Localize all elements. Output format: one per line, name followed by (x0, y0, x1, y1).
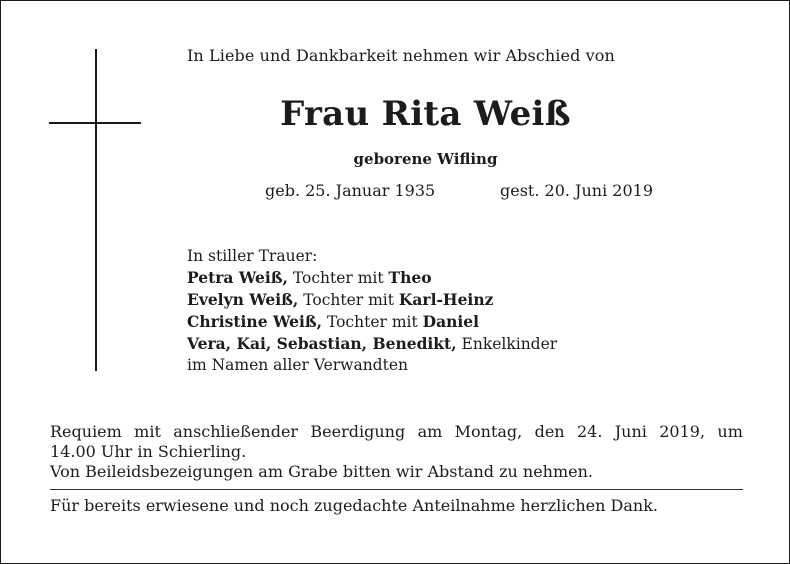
mourner-relation: Enkelkinder (456, 335, 558, 353)
requiem-word: um (717, 422, 743, 441)
requiem-word: am (417, 422, 443, 441)
deceased-name: Frau Rita Weiß (280, 94, 571, 134)
requiem-line-1 (50, 422, 743, 442)
mourners-closing: im Namen aller Verwandten (187, 356, 408, 374)
requiem-word: Montag, (454, 422, 523, 441)
mourners-block (187, 246, 557, 376)
requiem-line-3: Von Beileidsbezeigungen am Grabe bitten wir Abstand zu nehmen. (50, 462, 594, 481)
requiem-text (50, 422, 743, 482)
mourner-name: Evelyn Weiß, (187, 290, 299, 309)
requiem-word: 2019, (659, 422, 706, 441)
requiem-word: Requiem (50, 422, 122, 441)
requiem-word: mit (134, 422, 161, 441)
mourners-heading: In stiller Trauer: (187, 247, 318, 265)
thanks-text: Für bereits erwiesene und noch zugedachte Anteilnahme herzlichen Dank. (50, 496, 658, 515)
birth-date: geb. 25. Januar 1935 (265, 181, 436, 200)
mourner-relation: Tochter mit (298, 291, 399, 309)
mourner-line (187, 267, 557, 289)
mourner-relation: Tochter mit (287, 269, 389, 287)
mourner-partner: Daniel (422, 312, 480, 331)
mourner-line (187, 333, 557, 355)
cross-vertical-bar (95, 49, 97, 371)
mourner-line (187, 289, 557, 311)
requiem-word: Beerdigung (310, 422, 406, 441)
mourner-partner: Karl-Heinz (398, 290, 494, 309)
birth-name: geborene Wifling (353, 150, 498, 168)
cross-horizontal-bar (49, 122, 141, 124)
mourner-name: Christine Weiß, (187, 312, 323, 331)
requiem-word: 24. (576, 422, 603, 441)
death-date: gest. 20. Juni 2019 (500, 181, 653, 200)
requiem-word: anschließender (173, 422, 299, 441)
divider (50, 489, 743, 490)
mourner-partner: Theo (388, 268, 432, 287)
intro-text: In Liebe und Dankbarkeit nehmen wir Abschied von (187, 46, 615, 65)
requiem-word: Juni (614, 422, 647, 441)
requiem-word: den (534, 422, 565, 441)
mourner-line (187, 311, 557, 333)
requiem-line-2: 14.00 Uhr in Schierling. (50, 442, 247, 461)
mourner-name: Vera, Kai, Sebastian, Benedikt, (187, 334, 457, 353)
mourner-name: Petra Weiß, (187, 268, 288, 287)
mourner-relation: Tochter mit (322, 313, 423, 331)
